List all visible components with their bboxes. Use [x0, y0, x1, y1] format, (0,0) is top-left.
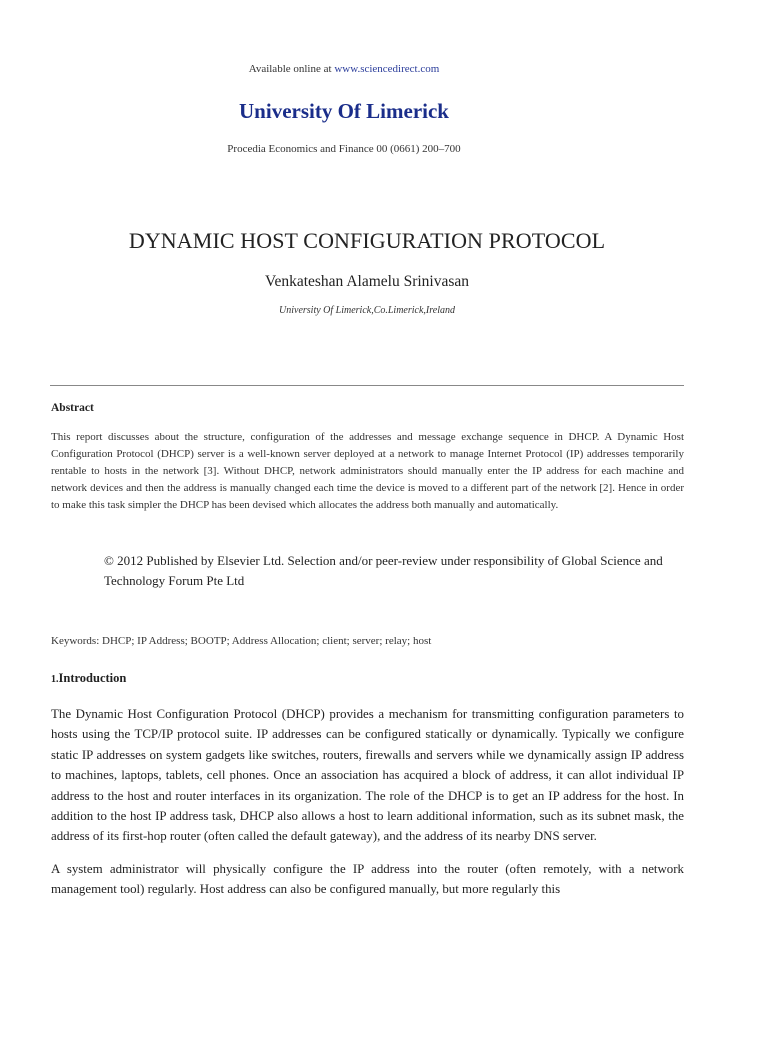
availability-prefix: Available online at [248, 63, 335, 75]
introduction-paragraph-2: A system administrator will physically configure the IP address into the router (often remotely, with a network management tool) regularly. Host address can also be configured manually, but more regularly this [51, 862, 684, 897]
section-title: Introduction [58, 671, 127, 685]
keywords-line: Keywords: DHCP; IP Address; BOOTP; Address Allocation; client; server; relay; host [51, 635, 432, 647]
author-name: Venkateshan Alamelu Srinivasan [264, 273, 470, 290]
institution-name: University Of Limerick [239, 99, 449, 123]
copyright-notice: © 2012 Published by Elsevier Ltd. Selection and/or peer-review under responsibility of Global Science and Technology Forum Pte Ltd [104, 553, 663, 588]
header-divider [50, 385, 684, 386]
availability-line [0, 63, 688, 75]
introduction-heading [51, 671, 126, 686]
section-number: 1. [51, 674, 59, 685]
abstract-heading: Abstract [51, 402, 94, 414]
author-affiliation: University Of Limerick,Co.Limerick,Ireland [279, 305, 455, 316]
journal-citation: Procedia Economics and Finance 00 (0661) 200–700 [227, 143, 461, 155]
sciencedirect-link[interactable]: www.sciencedirect.com [334, 63, 440, 75]
abstract-body: This report discusses about the structure, configuration of the addresses and message exchange sequence in DHCP. A Dynamic Host Configuration Protocol (DHCP) server is a well-known server deployed at a network to manage Internet Protocol (IP) addresses temporarily rentable to hosts in the network [3]. Without DHCP, network administrators should manually enter the IP address for each machine and network devices and then the address is manually changed each time the device is moved to a different part of the network [2]. Hence in order to make this task simpler the DHCP has been devised which allocates the address both manually and automatically. [51, 431, 684, 511]
paper-title: DYNAMIC HOST CONFIGURATION PROTOCOL [128, 228, 606, 253]
introduction-paragraph-1: The Dynamic Host Configuration Protocol (DHCP) provides a mechanism for transmitting configuration parameters to hosts using the TCP/IP protocol suite. IP addresses can be configured statically or dynamically. Typically we configure static IP addresses on system gadgets like switches, routers, firewalls and servers while we dynamically assign IP address to machines, laptops, tablets, cell phones. Once an association has acquired a block of address, it can allot individual IP address to the host and router interfaces in its organization. The role of the DHCP is to get an IP address for the host. In addition to the host IP address task, DHCP also allows a host to learn additional information, such as its subnet mask, the address of its first-hop router (often called the default gateway), and the address of its nearby DNS server. [51, 707, 684, 844]
